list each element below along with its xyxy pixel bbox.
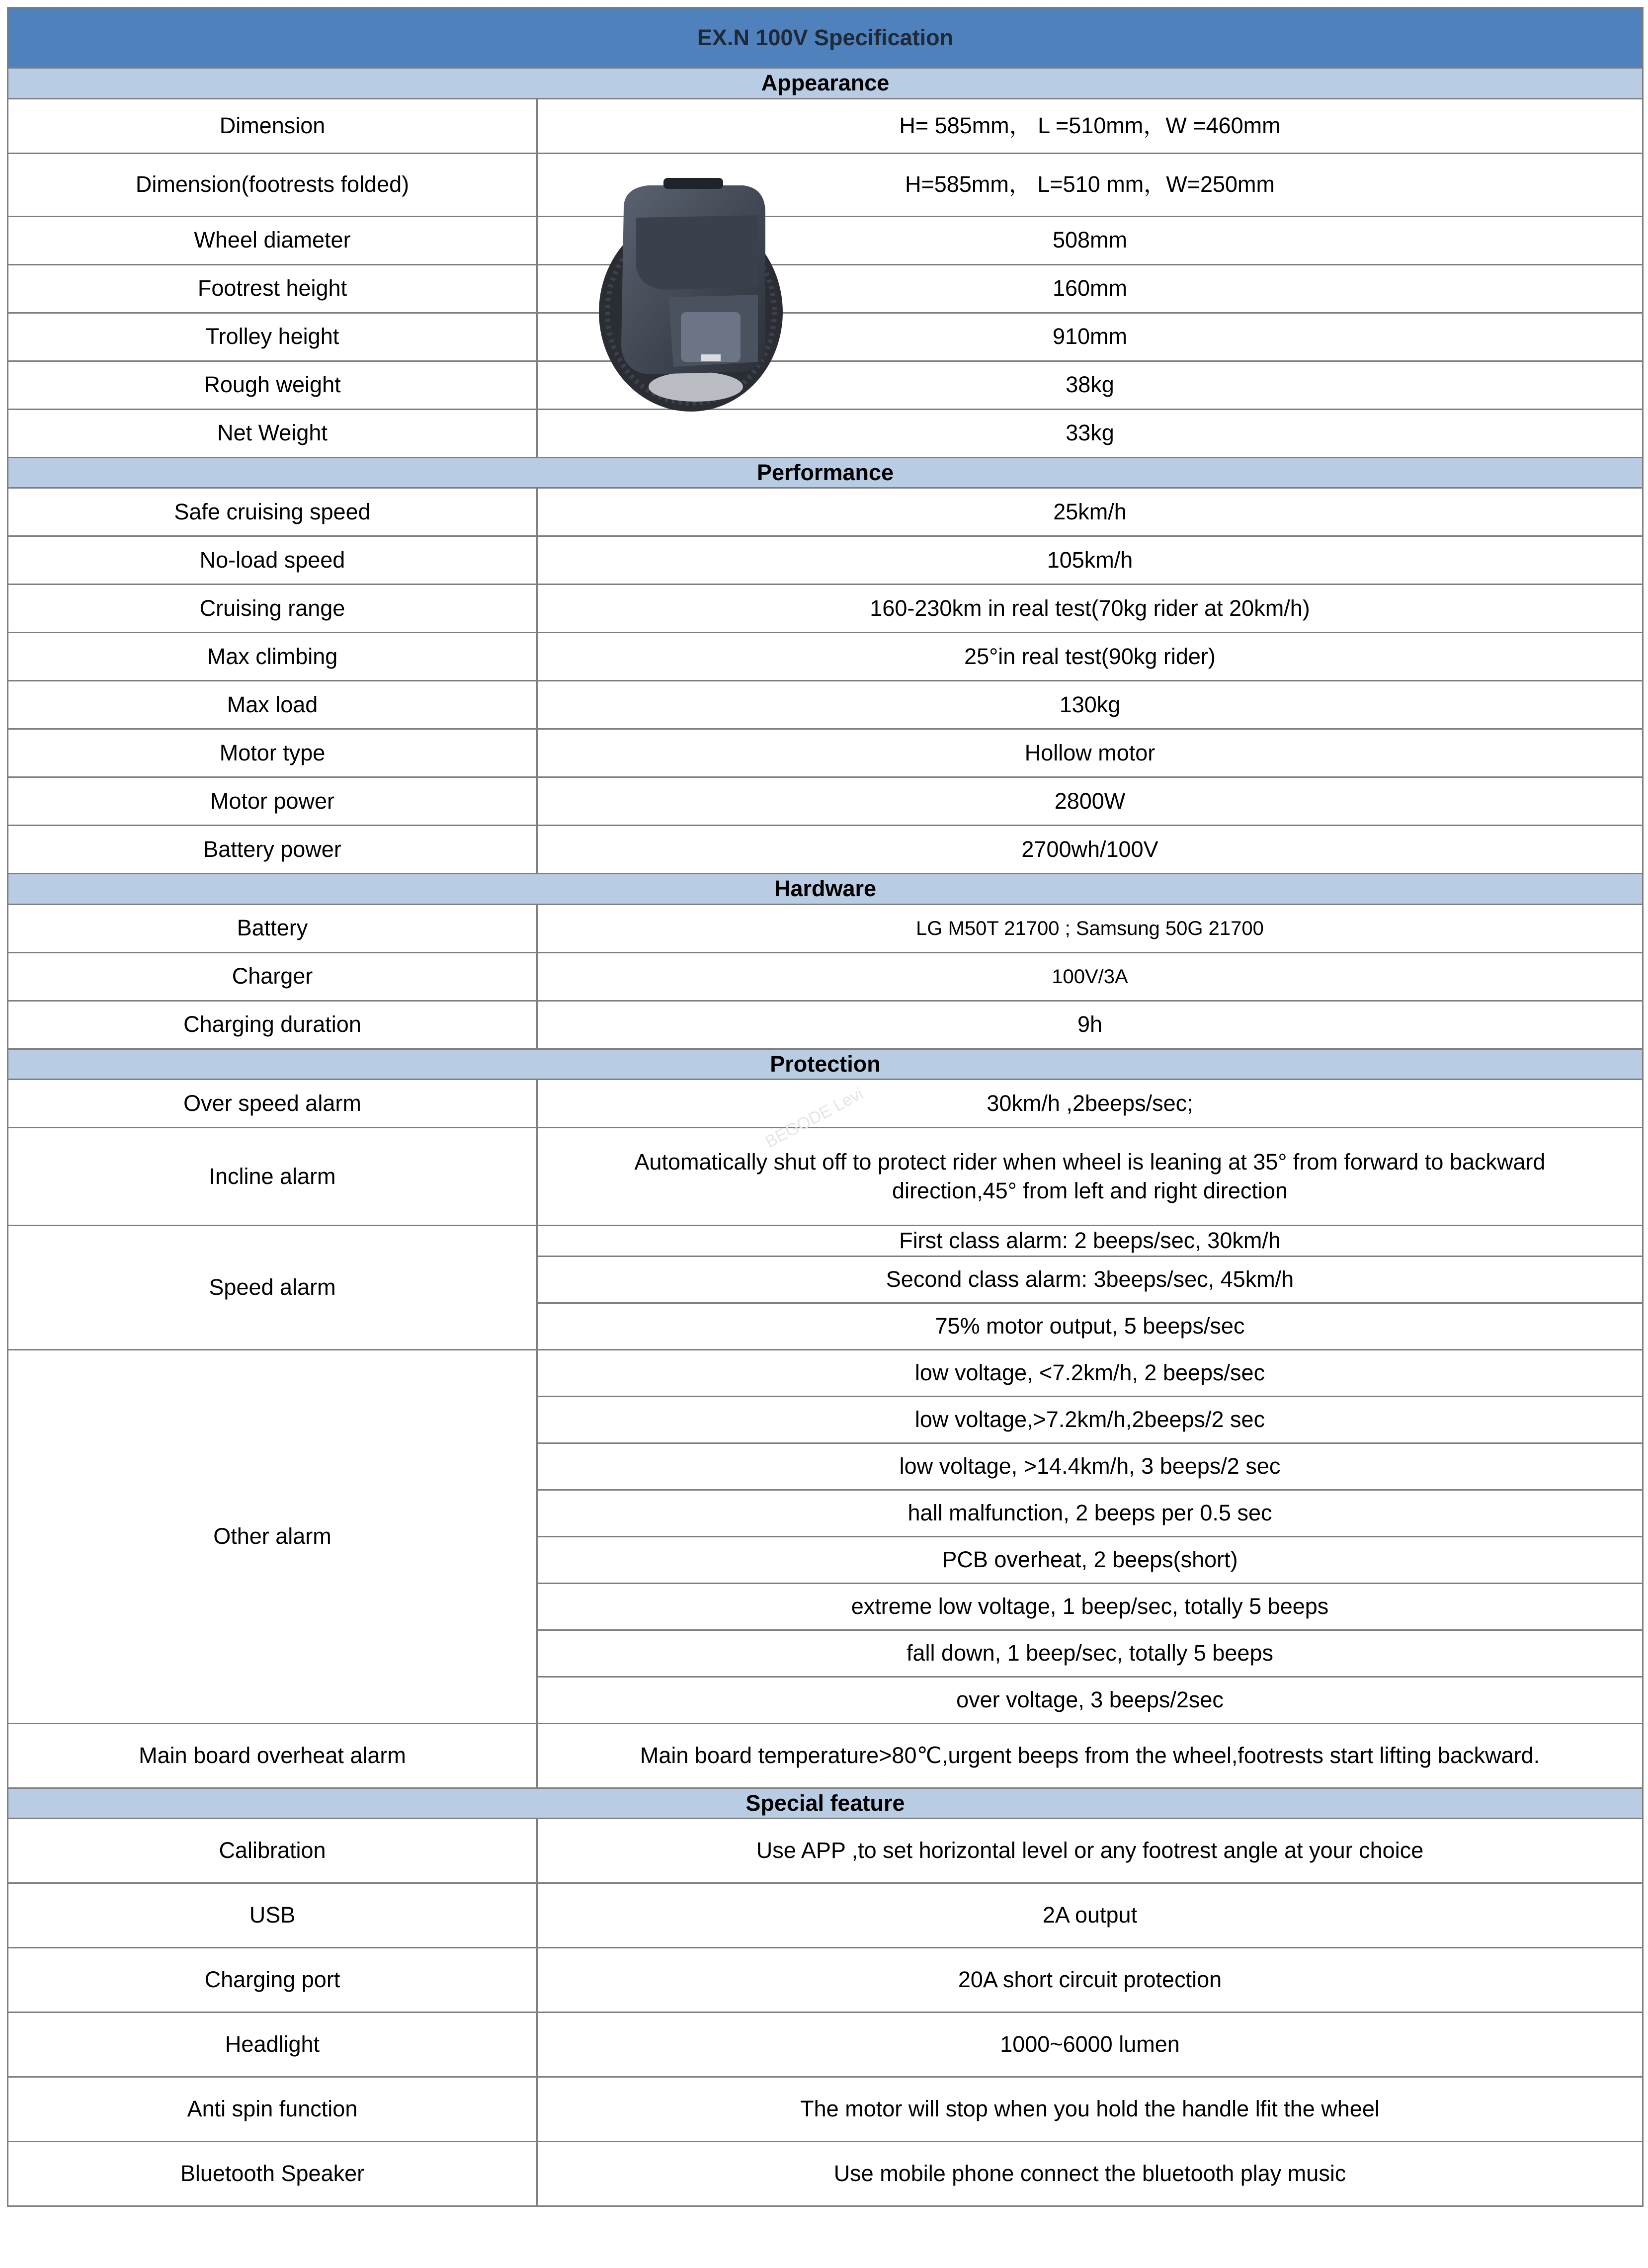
row-value: 2800W xyxy=(537,777,1643,826)
row-label: Over speed alarm xyxy=(8,1080,537,1128)
section-heading: Appearance xyxy=(8,68,1643,99)
row-value: PCB overheat, 2 beeps(short) xyxy=(537,1536,1643,1583)
row-value: 75% motor output, 5 beeps/sec xyxy=(537,1303,1643,1349)
row-value: Main board temperature>80℃,urgent beeps from the wheel,footrests start lifting backward. xyxy=(537,1723,1643,1788)
row-value: 105km/h xyxy=(537,536,1643,585)
row-value: Automatically shut off to protect rider when wheel is leaning at 35° from forward to backward direction,45° from left and right direction xyxy=(537,1128,1643,1226)
table-row xyxy=(8,1723,1643,1788)
table-row xyxy=(8,1819,1643,1883)
table-row xyxy=(8,264,1643,313)
row-value: H= 585mm， L =510mm，W =460mm xyxy=(537,98,1643,153)
row-value: 30km/h ,2beeps/sec; xyxy=(537,1080,1643,1128)
row-value: H=585mm， L=510 mm，W=250mm xyxy=(537,153,1643,216)
table-row xyxy=(8,2142,1643,2206)
row-value: fall down, 1 beep/sec, totally 5 beeps xyxy=(537,1630,1643,1677)
row-value: 20A short circuit protection xyxy=(537,1948,1643,2013)
row-value: low voltage, >14.4km/h, 3 beeps/2 sec xyxy=(537,1443,1643,1490)
row-label: Safe cruising speed xyxy=(8,488,537,536)
section-heading: Special feature xyxy=(8,1788,1643,1819)
row-value: 2700wh/100V xyxy=(537,826,1643,874)
row-value: 33kg xyxy=(537,409,1643,457)
title-row xyxy=(8,8,1643,68)
section-heading: Performance xyxy=(8,457,1643,488)
table-row xyxy=(8,488,1643,536)
row-label: Dimension(footrests folded) xyxy=(8,153,537,216)
table-row xyxy=(8,633,1643,681)
row-value: Use mobile phone connect the bluetooth play music xyxy=(537,2142,1643,2206)
power-button xyxy=(701,354,721,361)
row-value: 38kg xyxy=(537,361,1643,409)
row-value: First class alarm: 2 beeps/sec, 30km/h xyxy=(537,1226,1643,1257)
row-label: Charging port xyxy=(8,1948,537,2013)
table-row xyxy=(8,952,1643,1001)
row-value: 25°in real test(90kg rider) xyxy=(537,633,1643,681)
section-heading: Protection xyxy=(8,1049,1643,1080)
wheel-rim xyxy=(649,372,743,402)
row-value: 2A output xyxy=(537,1883,1643,1948)
handle xyxy=(663,178,723,189)
row-label: Other alarm xyxy=(8,1349,537,1723)
body-panel xyxy=(636,215,758,290)
row-label: Trolley height xyxy=(8,313,537,361)
row-value: 100V/3A xyxy=(537,952,1643,1001)
row-value: extreme low voltage, 1 beep/sec, totally 5 beeps xyxy=(537,1583,1643,1630)
row-label: Charging duration xyxy=(8,1001,537,1049)
table-row xyxy=(8,536,1643,585)
section-hardware xyxy=(8,874,1643,905)
unicycle-illustration xyxy=(594,178,793,417)
row-label: Main board overheat alarm xyxy=(8,1723,537,1788)
table-row xyxy=(8,1948,1643,2013)
watermark: BEGODE Levi xyxy=(762,1084,867,1152)
row-value: The motor will stop when you hold the handle lfit the wheel xyxy=(537,2077,1643,2142)
table-row xyxy=(8,904,1643,952)
row-value: 25km/h xyxy=(537,488,1643,536)
row-label: Cruising range xyxy=(8,585,537,633)
row-label: Motor power xyxy=(8,777,537,826)
table-row xyxy=(8,681,1643,729)
row-label: Wheel diameter xyxy=(8,216,537,264)
row-label: Battery power xyxy=(8,826,537,874)
table-title: EX.N 100V Specification xyxy=(8,8,1643,68)
row-label: Bluetooth Speaker xyxy=(8,2142,537,2206)
table-row xyxy=(8,777,1643,826)
row-value: 9h xyxy=(537,1001,1643,1049)
row-value: LG M50T 21700 ; Samsung 50G 21700 xyxy=(537,904,1643,952)
row-value: Second class alarm: 3beeps/sec, 45km/h xyxy=(537,1256,1643,1303)
row-label: Rough weight xyxy=(8,361,537,409)
row-label: No-load speed xyxy=(8,536,537,585)
row-value: 910mm xyxy=(537,313,1643,361)
row-label: Calibration xyxy=(8,1819,537,1883)
table-row xyxy=(8,313,1643,361)
table-row xyxy=(8,98,1643,153)
table-row xyxy=(8,1226,1643,1257)
section-protection xyxy=(8,1049,1643,1080)
table-row xyxy=(8,1349,1643,1396)
table-row xyxy=(8,1883,1643,1948)
row-value: low voltage, <7.2km/h, 2 beeps/sec xyxy=(537,1349,1643,1396)
row-label: Dimension xyxy=(8,98,537,153)
row-label: Anti spin function xyxy=(8,2077,537,2142)
table-row xyxy=(8,826,1643,874)
row-label: Incline alarm xyxy=(8,1128,537,1226)
table-row xyxy=(8,1128,1643,1226)
table-row xyxy=(8,1001,1643,1049)
row-value: 1000~6000 lumen xyxy=(537,2013,1643,2077)
row-value: 508mm xyxy=(537,216,1643,264)
section-heading: Hardware xyxy=(8,874,1643,905)
table-row xyxy=(8,153,1643,216)
table-row xyxy=(8,216,1643,264)
section-appearance xyxy=(8,68,1643,99)
row-value: Use APP ,to set horizontal level or any footrest angle at your choice xyxy=(537,1819,1643,1883)
table-row xyxy=(8,409,1643,457)
row-value: hall malfunction, 2 beeps per 0.5 sec xyxy=(537,1490,1643,1536)
table-row xyxy=(8,2077,1643,2142)
row-label: Footrest height xyxy=(8,264,537,313)
row-value: low voltage,>7.2km/h,2beeps/2 sec xyxy=(537,1396,1643,1443)
row-label: USB xyxy=(8,1883,537,1948)
row-value: 160mm xyxy=(537,264,1643,313)
row-label: Battery xyxy=(8,904,537,952)
row-value: 130kg xyxy=(537,681,1643,729)
row-label: Motor type xyxy=(8,729,537,777)
table-row xyxy=(8,361,1643,409)
row-value: over voltage, 3 beeps/2sec xyxy=(537,1677,1643,1723)
section-special xyxy=(8,1788,1643,1819)
row-label: Max load xyxy=(8,681,537,729)
row-label: Speed alarm xyxy=(8,1226,537,1350)
row-label: Headlight xyxy=(8,2013,537,2077)
row-label: Net Weight xyxy=(8,409,537,457)
table-row xyxy=(8,729,1643,777)
row-label: Charger xyxy=(8,952,537,1001)
table-row xyxy=(8,585,1643,633)
row-value: 160-230km in real test(70kg rider at 20km/h) xyxy=(537,585,1643,633)
row-label: Max climbing xyxy=(8,633,537,681)
row-value: Hollow motor xyxy=(537,729,1643,777)
table-row xyxy=(8,2013,1643,2077)
section-performance xyxy=(8,457,1643,488)
